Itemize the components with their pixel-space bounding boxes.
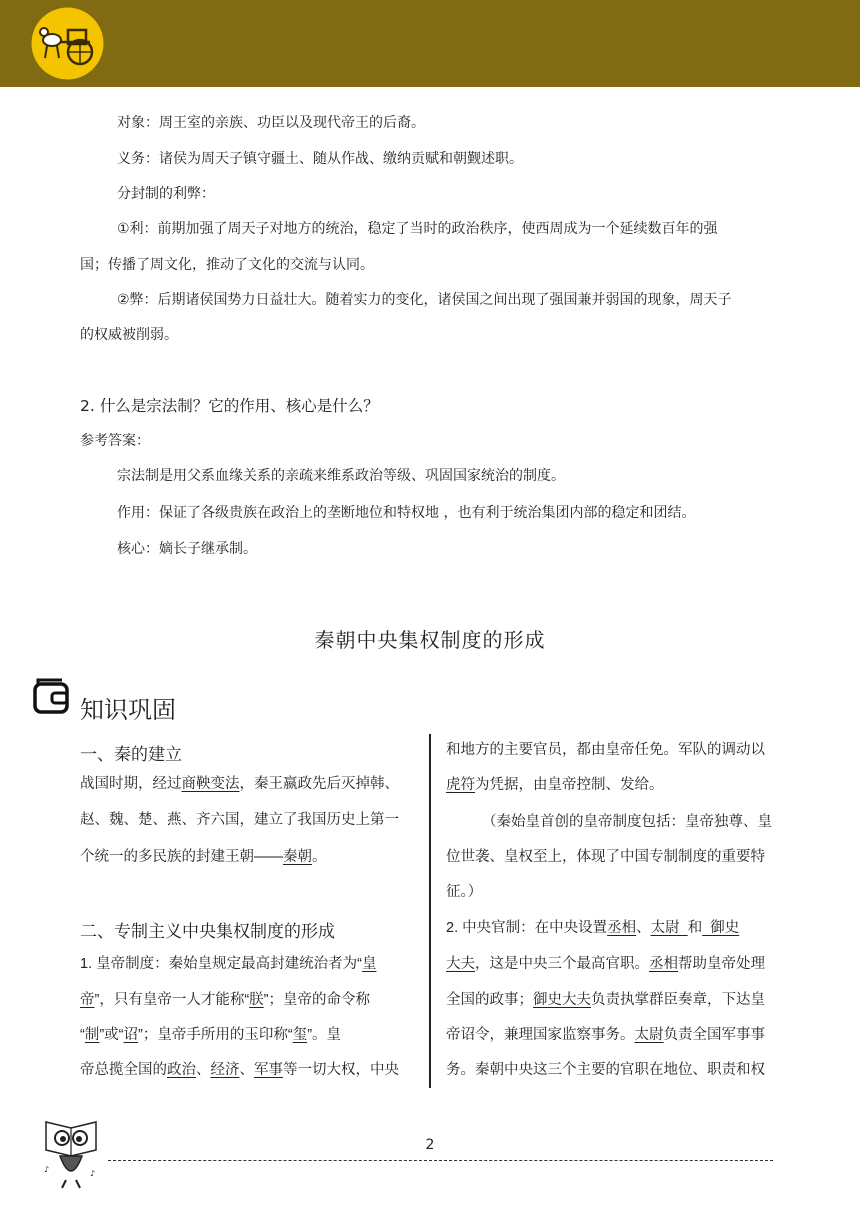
section-title: 秦朝中央集权制度的形成 (314, 628, 546, 652)
right-line-9: 帝诏令，兼理国家监察事务。太尉负责全国军事事 (446, 1027, 765, 1043)
right-line-3: （秦始皇首创的皇帝制度包括：皇帝独尊、皇 (482, 814, 772, 830)
left-line-4: 1. 皇帝制度：秦始皇规定最高封建统治者为“皇 (80, 956, 377, 972)
paragraph-cons-line2: 的权威被削弱。 (80, 327, 178, 343)
answer-core: 核心：嫡长子继承制。 (117, 541, 257, 557)
right-line-1: 和地方的主要官员，都由皇帝任免。军队的调动以 (446, 742, 765, 758)
reference-answer-label: 参考答案： (80, 433, 150, 449)
left-line-5: 帝”，只有皇帝一人才能称“朕”；皇帝的命令称 (80, 992, 370, 1008)
left-line-1: 战国时期，经过商鞅变法，秦王嬴政先后灭掉韩、 (80, 776, 399, 792)
carriage-logo-icon (30, 6, 105, 81)
right-line-7: 大夫，这是中央三个最高官职。丞相帮助皇帝处理 (446, 956, 765, 972)
question-2: 2. 什么是宗法制？它的作用、核心是什么？ (80, 397, 379, 415)
right-line-6: 2. 中央官制：在中央设置丞相、太尉 和 御史 (446, 920, 740, 936)
right-line-5: 征。） (446, 884, 483, 900)
heading-qin-founding: 一、秦的建立 (80, 745, 182, 765)
answer-definition: 宗法制是用父系血缘关系的亲疏来维系政治等级、巩固国家统治的制度。 (117, 468, 565, 484)
left-line-6: “制”或“诏”；皇帝手所用的玉印称“玺”。皇 (80, 1027, 342, 1043)
header-bar (0, 0, 860, 87)
knowledge-heading: 知识巩固 (80, 696, 176, 724)
svg-text:♪: ♪ (44, 1165, 50, 1174)
right-line-4: 位世袭、皇权至上，体现了中国专制制度的重要特 (446, 849, 765, 865)
owl-reader-icon (38, 1116, 104, 1190)
answer-function: 作用：保证了各级贵族在政治上的垄断地位和特权地 ，也有利于统治集团内部的稳定和团结。 (117, 505, 696, 521)
left-line-7: 帝总揽全国的政治、经济、军事等一切大权，中央 (80, 1062, 399, 1078)
right-line-2: 虎符为凭据，由皇帝控制、发给。 (446, 777, 664, 793)
paragraph-pros-line2: 国；传播了周文化，推动了文化的交流与认同。 (80, 257, 374, 273)
column-divider (429, 734, 431, 1088)
paragraph-duties: 义务：诸侯为周天子镇守疆土、随从作战、缴纳贡赋和朝觐述职。 (117, 151, 523, 167)
wallet-icon (32, 676, 70, 716)
right-line-10: 务。秦朝中央这三个主要的官职在地位、职责和权 (446, 1062, 765, 1078)
footer-dashed-line (108, 1160, 773, 1161)
paragraph-cons-line1: ②弊：后期诸侯国势力日益壮大。随着实力的变化，诸侯国之间出现了强国兼并弱国的现象，周天子 (117, 292, 732, 308)
svg-text:♪: ♪ (90, 1169, 96, 1178)
paragraph-pros-cons: 分封制的利弊： (117, 186, 215, 202)
paragraph-objects: 对象：周王室的亲族、功臣以及现代帝王的后裔。 (117, 115, 425, 131)
page-number: 2 (425, 1137, 435, 1153)
heading-centralization: 二、专制主义中央集权制度的形成 (80, 922, 335, 942)
left-line-2: 赵、魏、楚、燕、齐六国，建立了我国历史上第一 (80, 812, 399, 828)
paragraph-pros-line1: ①利：前期加强了周天子对地方的统治，稳定了当时的政治秩序，使西周成为一个延续数百年的强 (117, 221, 718, 237)
right-line-8: 全国的政事；御史大夫负责执掌群臣奏章，下达皇 (446, 992, 765, 1008)
left-line-3: 个统一的多民族的封建王朝——秦朝。 (80, 849, 327, 865)
